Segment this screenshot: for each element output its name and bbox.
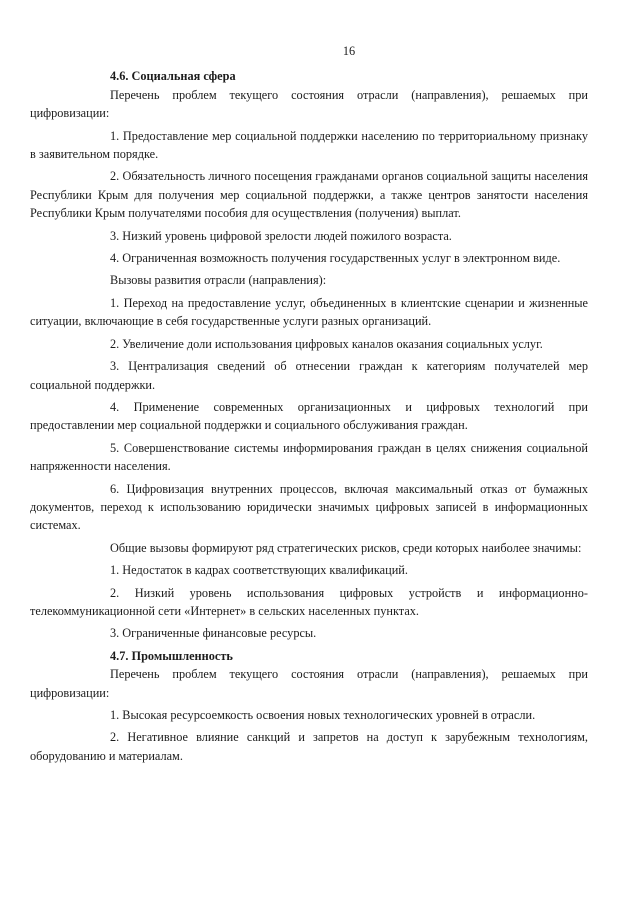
- paragraph: 6. Цифровизация внутренних процессов, включая максимальный отказ от бумажных документов, переход к использованию юридически значимых цифровых записей в информационных системах.: [30, 481, 588, 533]
- paragraph: Перечень проблем текущего состояния отрасли (направления), решаемых при цифровизации:: [30, 87, 588, 121]
- paragraph: 1. Высокая ресурсоемкость освоения новых технологических уровней в отрасли.: [110, 708, 536, 722]
- paragraph: 1. Недостаток в кадрах соответствующих квалификаций.: [110, 563, 408, 578]
- section-industry: [30, 647, 588, 765]
- paragraph: 5. Совершенствование системы информирования граждан в целях снижения социальной напряженности населения.: [30, 440, 588, 474]
- paragraph: 2. Увеличение доли использования цифровых каналов оказания социальных услуг.: [110, 336, 543, 351]
- section-heading: 4.6. Социальная сфера: [110, 69, 236, 84]
- paragraph: Общие вызовы формируют ряд стратегических рисков, среди которых наиболее значимы:: [110, 540, 582, 555]
- paragraph: Вызовы развития отрасли (направления):: [110, 273, 327, 288]
- section-heading: 4.7. Промышленность: [110, 648, 233, 663]
- paragraph: 3. Централизация сведений об отнесении граждан к категориям получателей мер социальной поддержки.: [30, 359, 588, 392]
- page-number: 16: [342, 44, 356, 58]
- paragraph: 2. Негативное влияние санкций и запретов на доступ к зарубежным технологиям, оборудованию и материалам.: [30, 730, 588, 763]
- paragraph: 2. Низкий уровень использования цифровых устройств и информационно-телекоммуникационной сети «Интернет» в сельских населенных пунктах.: [30, 585, 588, 618]
- paragraph: 3. Ограниченные финансовые ресурсы.: [110, 626, 317, 641]
- paragraph: 4. Ограниченная возможность получения государственных услуг в электронном виде.: [110, 251, 561, 266]
- paragraph: 4. Применение современных организационных и цифровых технологий при предоставлении мер социальной поддержки и социального обслуживания граждан.: [30, 399, 588, 433]
- section-social: [30, 67, 588, 642]
- paragraph: 2. Обязательность личного посещения гражданами органов социальной защиты населения Республики Крым для получения мер социальной поддержки, а также центров занятости населения Республики Крым получателями пособия для осуществления (получения) выплат.: [30, 169, 588, 221]
- paragraph: 1. Предоставление мер социальной поддержки населению по территориальному признаку в заявительном порядке.: [30, 128, 588, 162]
- paragraph: Перечень проблем текущего состояния отрасли (направления), решаемых при цифровизации:: [30, 667, 588, 700]
- paragraph: 1. Переход на предоставление услуг, объединенных в клиентские сценарии и жизненные ситуации, включающие в себя государственные услуги разных организаций.: [30, 295, 588, 329]
- paragraph: 3. Низкий уровень цифровой зрелости людей пожилого возраста.: [110, 228, 452, 243]
